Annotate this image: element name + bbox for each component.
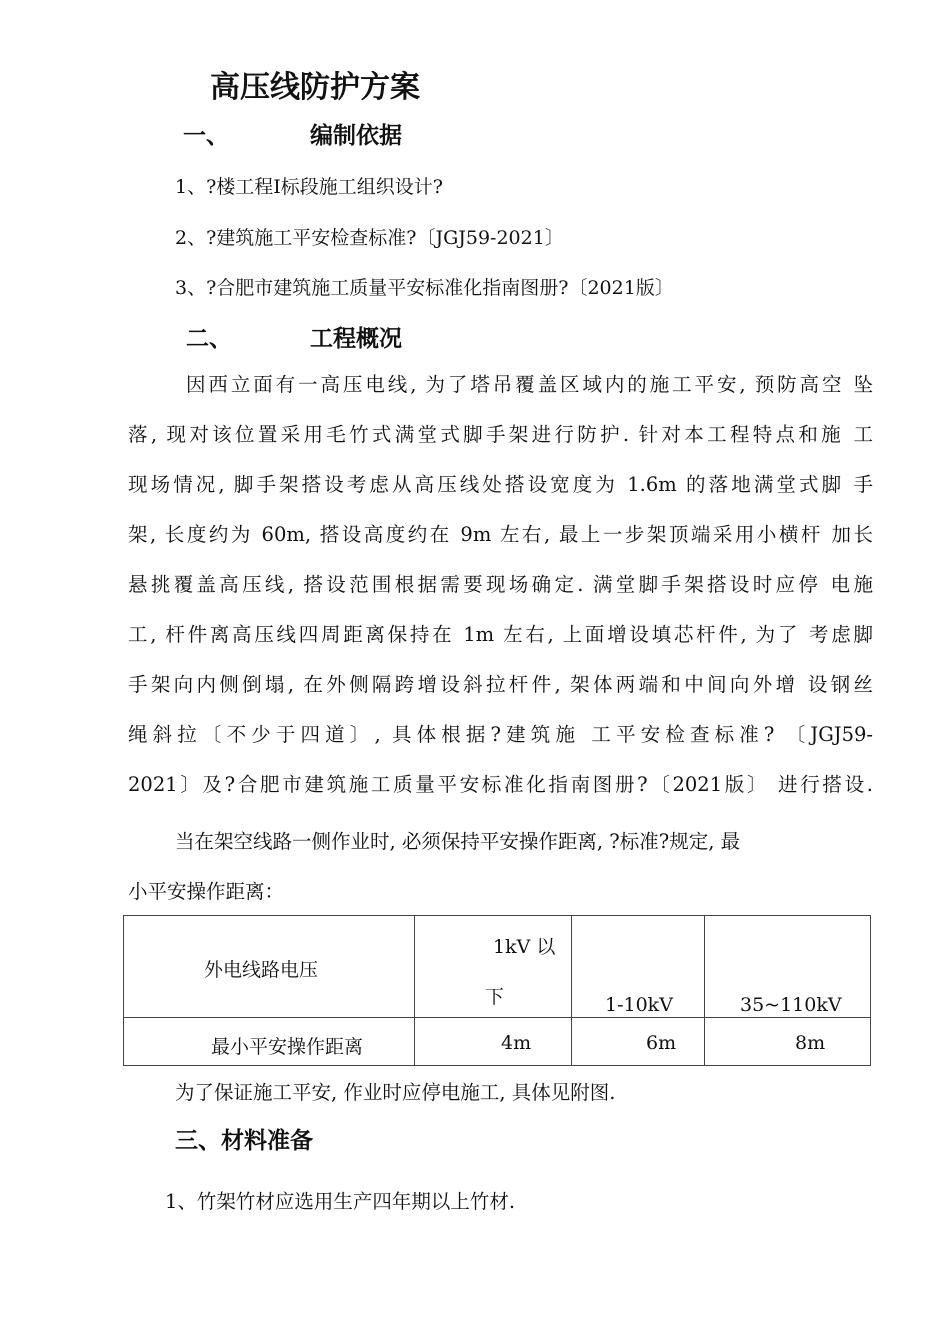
overview-line: 2021〕及?合肥市建筑施工质量平安标准化指南图册?〔2021版〕 进行搭设. <box>128 773 873 796</box>
section1-heading: 编制依据 <box>310 122 402 149</box>
overview-line: 因西立面有一高压电线, 为了塔吊覆盖区域内的施工平安, 预防高空 坠 <box>186 373 873 396</box>
voltage-col1-line1: 1kV 以 <box>493 936 556 958</box>
overview-line: 悬挑覆盖高压线, 搭设范围根据需要现场确定. 满堂脚手架搭设时应停 电施 <box>128 573 873 596</box>
distance-val3: 8m <box>795 1032 826 1054</box>
table-cell <box>572 1018 705 1066</box>
distance-val1: 4m <box>501 1032 532 1054</box>
table-cell <box>124 1018 415 1066</box>
voltage-col1-line2: 下 <box>485 986 505 1008</box>
distance-intro-line1: 当在架空线路一侧作业时, 必须保持平安操作距离, ?标准?规定, 最 <box>175 830 741 853</box>
voltage-col3: 35~110kV <box>740 994 842 1016</box>
table-cell <box>124 916 415 1018</box>
section2-heading: 工程概况 <box>310 325 402 352</box>
overview-line: 现场情况, 脚手架搭设考虑从高压线处搭设宽度为 1.6m 的落地满堂式脚 手 <box>128 473 873 496</box>
section2-number: 二、 <box>186 325 232 352</box>
material-item-1: 1、竹架竹材应选用生产四年期以上竹材. <box>165 1190 516 1213</box>
table-row <box>124 916 871 1018</box>
safety-distance-table <box>123 915 871 1066</box>
distance-label: 最小平安操作距离 <box>211 1036 364 1058</box>
distance-val2: 6m <box>646 1032 677 1054</box>
table-row <box>124 1018 871 1066</box>
overview-line: 绳斜拉〔不少于四道〕, 具体根据?建筑施 工平安检查标准? 〔JGJ59- <box>128 723 873 746</box>
voltage-col2: 1-10kV <box>605 994 673 1016</box>
table-cell <box>415 916 572 1018</box>
document-title: 高压线防护方案 <box>210 70 420 105</box>
overview-line: 工, 杆件离高压线四周距离保持在 1m 左右, 上面增设填芯杆件, 为了 考虑脚 <box>128 623 873 646</box>
overview-paragraph <box>128 360 873 810</box>
section1-number: 一、 <box>183 122 229 149</box>
basis-item-1: 1、?楼工程Ⅰ标段施工组织设计? <box>175 176 443 198</box>
table-cell <box>705 916 871 1018</box>
basis-item-3: 3、?合肥市建筑施工质量平安标准化指南图册?〔2021版〕 <box>175 277 674 299</box>
overview-line: 手架向内侧倒塌, 在外侧隔跨增设斜拉杆件, 架体两端和中间向外增 设钢丝 <box>128 673 873 696</box>
after-table-text: 为了保证施工平安, 作业时应停电施工, 具体见附图. <box>175 1081 616 1104</box>
overview-line: 架, 长度约为 60m, 搭设高度约在 9m 左右, 最上一步架顶端采用小横杆 加长 <box>128 523 873 546</box>
basis-item-2: 2、?建筑施工平安检查标准?〔JGJ59-2021〕 <box>175 227 564 249</box>
table-cell <box>572 916 705 1018</box>
overview-line: 落, 现对该位置采用毛竹式满堂式脚手架进行防护. 针对本工程特点和施 工 <box>128 423 873 446</box>
section3-heading: 三、材料准备 <box>175 1127 313 1154</box>
table-cell <box>705 1018 871 1066</box>
distance-intro-line2: 小平安操作距离： <box>128 880 285 903</box>
voltage-header: 外电线路电压 <box>204 959 319 981</box>
table-cell <box>415 1018 572 1066</box>
